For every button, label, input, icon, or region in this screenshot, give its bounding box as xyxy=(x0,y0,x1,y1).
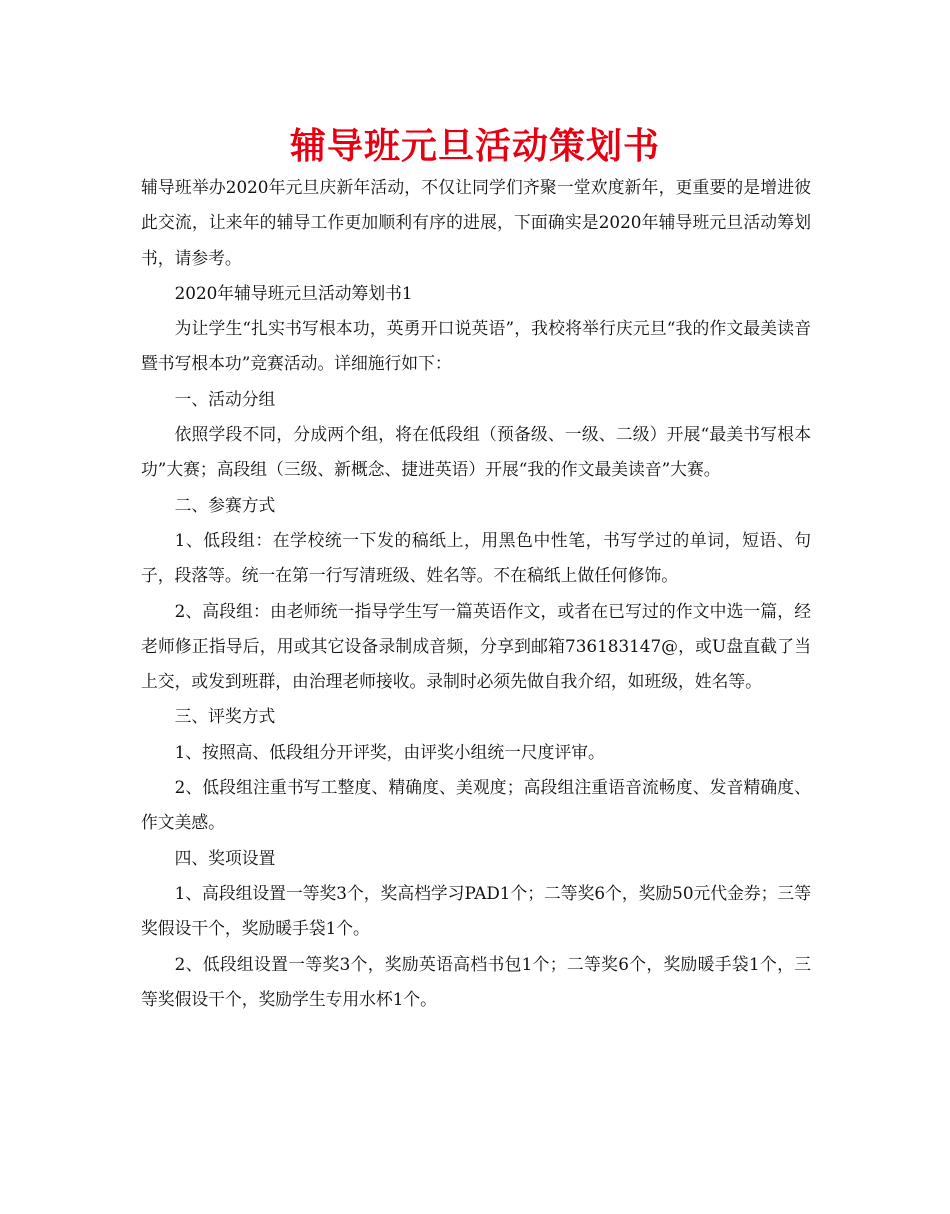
section-heading-awards: 四、奖项设置 xyxy=(174,847,276,868)
grouping-paragraph: 依照学段不同，分成两个组，将在低段组（预备级、一级、二级）开展“最美书写根本功”大赛；高段组（三级、新概念、捷进英语）开展“我的作文最美读音”大赛。 xyxy=(141,424,811,480)
judging-item-2: 2、低段组注重书写工整度、精确度、美观度；高段组注重语音流畅度、发音精确度、作文美感。 xyxy=(141,777,811,833)
document-title: 辅导班元旦活动策划书 xyxy=(289,126,660,167)
plan-heading: 2020年辅导班元旦活动筹划书1 xyxy=(174,282,413,303)
judging-item-1: 1、按照高、低段组分开评奖，由评奖小组统一尺度评审。 xyxy=(174,741,605,762)
participation-item-2: 2、高段组：由老师统一指导学生写一篇英语作文，或者在已写过的作文中选一篇，经老师修正指导后，用或其它设备录制成音频，分享到邮箱736183147@，或U盘直截了当上交，或发到班群，由治理老师接收。录制时必须先做自我介绍，如班级，姓名等。 xyxy=(141,600,811,692)
section-heading-grouping: 一、活动分组 xyxy=(174,388,276,409)
awards-item-1: 1、高段组设置一等奖3个，奖高档学习PAD1个；二等奖6个，奖励50元代金券；三等奖假设干个，奖励暖手袋1个。 xyxy=(141,882,811,939)
awards-item-2: 2、低段组设置一等奖3个，奖励英语高档书包1个；二等奖6个，奖励暖手袋1个，三等奖假设干个，奖励学生专用水杯1个。 xyxy=(141,953,811,1009)
section-heading-participation: 二、参赛方式 xyxy=(174,494,276,515)
intro-paragraph: 辅导班举办2020年元旦庆新年活动，不仅让同学们齐聚一堂欢度新年，更重要的是增进彼此交流，让来年的辅导工作更加顺利有序的进展，下面确实是2020年辅导班元旦活动筹划书，请参考。 xyxy=(141,177,811,268)
participation-item-1: 1、低段组：在学校统一下发的稿纸上，用黑色中性笔，书写学过的单词，短语、句子，段落等。统一在第一行写清班级、姓名等。不在稿纸上做任何修饰。 xyxy=(141,529,811,586)
document-body xyxy=(141,170,811,1017)
purpose-paragraph: 为让学生“扎实书写根本功，英勇开口说英语”，我校将举行庆元旦“我的作文最美读音暨书写根本功”竞赛活动。详细施行如下： xyxy=(141,318,811,374)
section-heading-judging: 三、评奖方式 xyxy=(174,706,276,727)
